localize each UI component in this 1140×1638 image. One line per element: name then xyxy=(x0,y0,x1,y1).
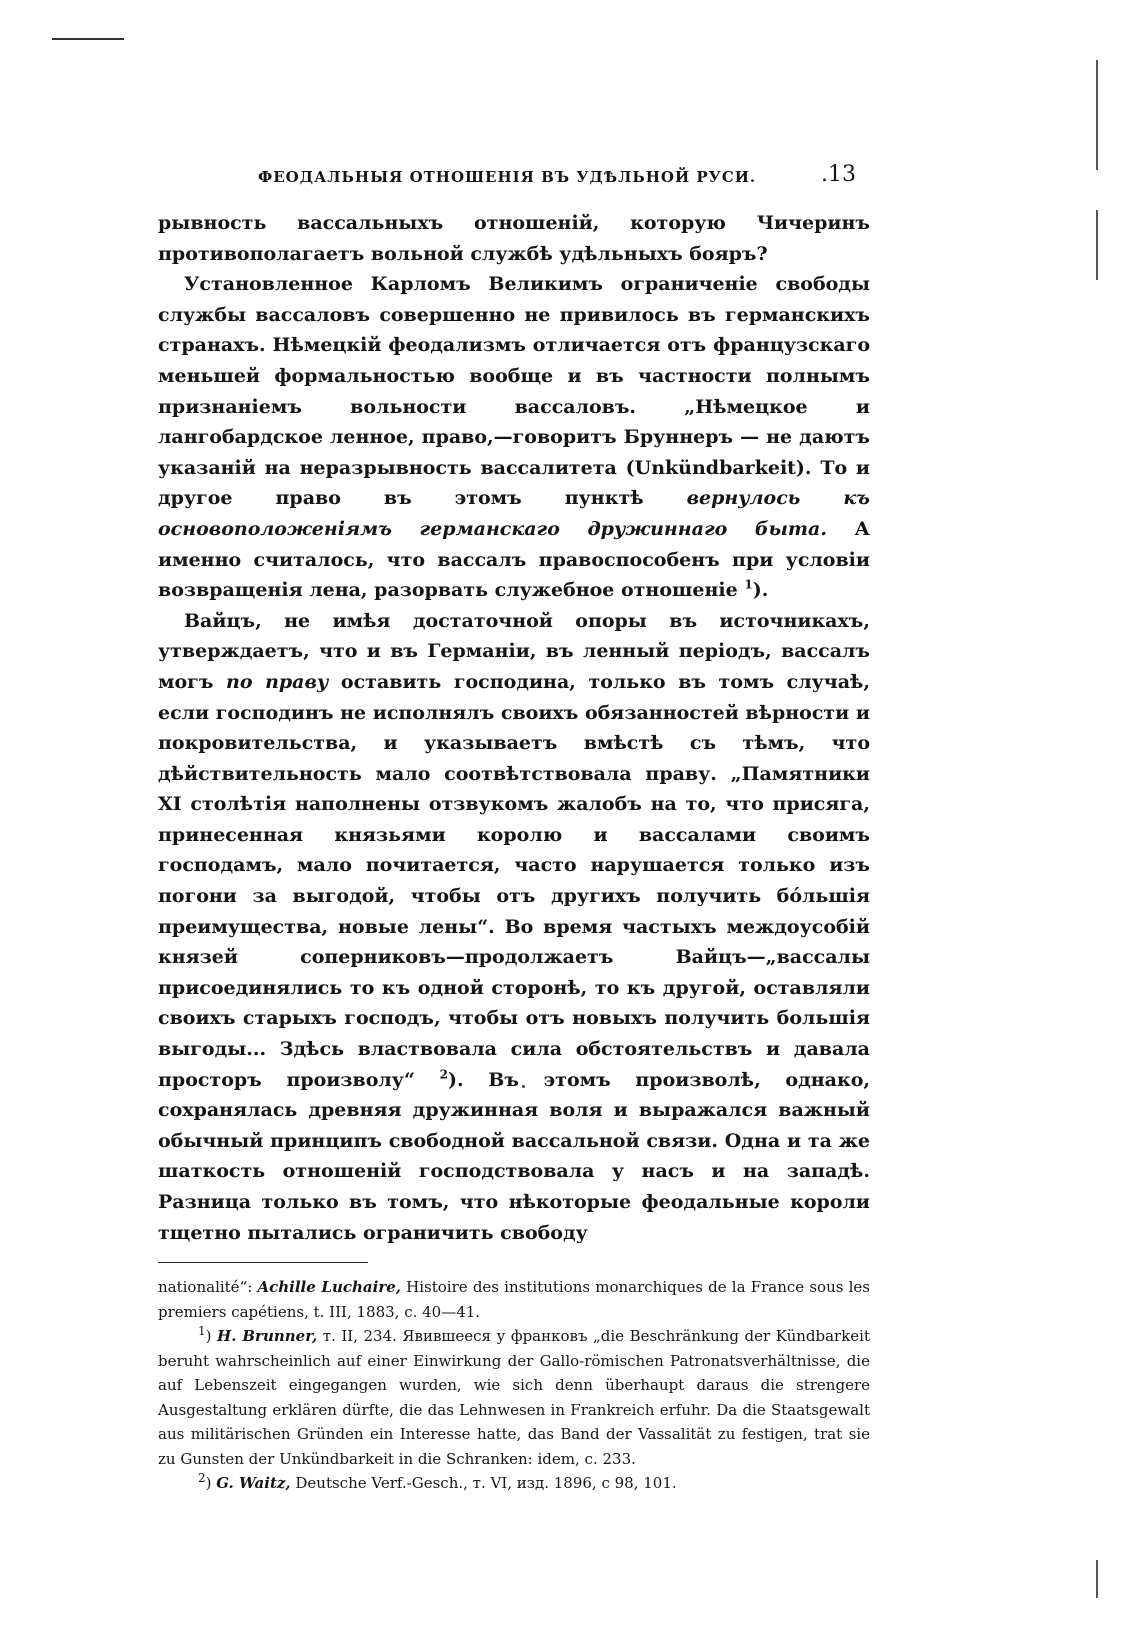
body-text xyxy=(158,208,870,1248)
paragraph-3-text-b: оставить господина, только въ томъ случаѣ, если господинъ не исполнялъ своихъ обязанностей вѣрности и покровительства, и указываетъ вмѣстѣ съ тѣмъ, что дѣйствительность мало соотвѣтствовала праву. „Памятники XI столѣтія наполнены отзвукомъ жалобъ на то, что присяга, принесенная князьями королю и вассалами своимъ господамъ, мало почитается, часто нарушается только изъ погони за выгодой, чтобы отъ другихъ получить бóльшія преимущества, новые лены“. Во время частыхъ междоусобій князей соперниковъ—продолжаетъ Вайцъ—„вассалы присоединялись то къ одной сторонѣ, то къ другой, оставляли своихъ старыхъ господъ, чтобы отъ новыхъ получить большія выгоды... Здѣсь властвовала сила обстоятельствъ и давала просторъ произволу“ xyxy=(158,670,870,1091)
paragraph-3 xyxy=(158,606,870,1248)
paragraph-2-text-c: ). xyxy=(752,579,769,602)
footnote-rule xyxy=(158,1262,368,1263)
footnote-2-author: G. Waitz, xyxy=(216,1474,291,1493)
scan-edge-mark-right xyxy=(1096,1560,1098,1598)
footnote-continuation-author: Achille Luchaire, xyxy=(257,1278,401,1297)
footnote-1-text: т. II, 234. Явившееся у франковъ „die Beschränkung der Kündbarkeit beruht wahrscheinlich auf einer Einwirkung der Gallo-römischen Patronatsverhältnisse, die auf Lebenszeit eingegangen wurden, wie sich denn überhaupt daraus die strengere Ausgestaltung erklären dürfte, die das Lehnwesen in Frankreich erfuhr. Da die Staatsgewalt aus militärischen Gründen ein Interesse hatte, das Band der Vassalität zu festigen, trat sie zu Gunsten der Unkündbarkeit in die Schranken: idem, c. 233. xyxy=(158,1327,871,1468)
footnote-ref-2: 2 xyxy=(439,1067,448,1082)
footnote-1-mark: 1 xyxy=(198,1324,206,1339)
footnote-continuation-text-a: nationalité“: xyxy=(158,1278,258,1297)
footnote-2-text: Deutsche Verf.-Gesch., т. VI, изд. 1896, c 98, 101. xyxy=(290,1474,677,1493)
page-number: .13 xyxy=(821,162,856,187)
footnotes xyxy=(158,1275,870,1496)
paragraph-2 xyxy=(158,269,870,606)
footnote-2-mark: 2 xyxy=(198,1471,206,1486)
paragraph-1 xyxy=(158,208,870,269)
paragraph-2-text-b: А именно считалось, что вассалъ правоспособенъ при условіи возвращенія лена, разорвать служебное отношеніе xyxy=(158,517,870,602)
paragraph-3-italic: по праву xyxy=(226,670,329,693)
footnote-1: $^1$) H. Brunner, т. II, 234. Явившееся у франковъ „die Beschränkung der Kündbarkeit beruht wahrscheinlich auf einer Einwirkung der Gallo-römischen Patronatsverhältnisse, die auf Lebenszeit eingegangen wurden, wie sich denn überhaupt daraus die strengere Ausgestaltung erklären dürfte, die das Lehnwesen in Frankreich erfuhr. Da die Staatsgewalt aus militärischen Gründen ein Interesse hatte, das Band der Vassalität zu festigen, trat sie zu Gunsten der Unkündbarkeit in die Schranken: idem, c. 233. xyxy=(158,1324,871,1468)
paragraph-3-text-a: Вайцъ, не имѣя достаточной опоры въ источникахъ, утверждаетъ, что и въ Германіи, въ ленный періодъ, вассалъ могъ xyxy=(158,609,870,693)
footnote-continuation-text-b: Histoire des institutions monarchiques de la France sous les premiers capétiens, t. III, 1883, c. 40—41. xyxy=(158,1278,870,1321)
running-head xyxy=(158,162,870,198)
scan-edge-mark-right xyxy=(1096,210,1098,280)
paragraph-2-italic: вернулось къ основоположеніямъ германскаго дружиннаго быта. xyxy=(158,487,870,540)
footnote-continuation xyxy=(158,1275,870,1324)
paragraph-2-text-a: Установленное Карломъ Великимъ ограниченіе свободы службы вассаловъ совершенно не привилось въ германскихъ странахъ. Нѣмецкій феодализмъ отличается отъ французскаго меньшей формальностью вообще и въ частности полнымъ признаніемъ вольности вассаловъ. „Нѣмецкое и лангобардское ленное, право,—говоритъ Бруннеръ — не даютъ указаній на неразрывность вассалитета (Unkündbarkeit). То и другое право въ этомъ пунктѣ xyxy=(158,273,870,510)
book-page xyxy=(158,162,870,1496)
paragraph-1-text: рывность вассальныхъ отношеній, которую Чичеринъ противополагаетъ вольной службѣ удѣльныхъ бояръ? xyxy=(158,212,870,265)
running-title: ФЕОДАЛЬНЫЯ ОТНОШЕНІЯ ВЪ УДѢЛЬНОЙ РУСИ. xyxy=(258,168,757,186)
footnote-ref-1: 1 xyxy=(744,577,753,592)
footnote-1-author: H. Brunner, xyxy=(217,1327,318,1346)
scan-edge-mark-right xyxy=(1096,60,1098,170)
scan-edge-mark xyxy=(52,38,124,40)
footnote-2: $^2$) G. Waitz, Deutsche Verf.-Gesch., т. VI, изд. 1896, c 98, 101. xyxy=(198,1471,677,1493)
paragraph-3-text-c: ). Въ этомъ произволѣ, однако, сохранялась древняя дружинная воля и выражался важный обычный принципъ свободной вассальной связи. Одна и та же шаткость отношеній господствовала у насъ и на западѣ. Разница только въ томъ, что нѣкоторые феодальные короли тщетно пытались ограничить свободу xyxy=(158,1068,870,1244)
